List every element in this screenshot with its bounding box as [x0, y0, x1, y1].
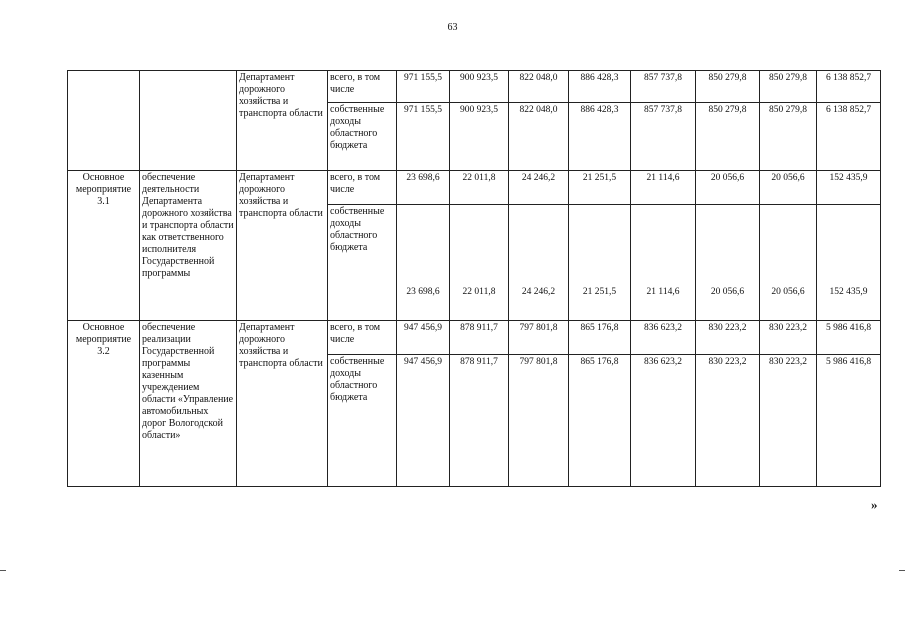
value-cell: 830 223,2 — [760, 355, 817, 487]
table-row — [68, 71, 881, 103]
executor-cell: Департамент дорожного хозяйства и транспорта области — [237, 71, 328, 171]
table-row — [68, 321, 881, 355]
value-cell: 20 056,6 — [760, 205, 817, 321]
value-cell: 20 056,6 — [760, 171, 817, 205]
value-cell: 850 279,8 — [696, 71, 760, 103]
value-cell: 947 456,9 — [397, 321, 450, 355]
value-cell: 900 923,5 — [450, 71, 509, 103]
value-cell: 850 279,8 — [760, 103, 817, 171]
budget-table — [67, 70, 881, 487]
value-cell: 857 737,8 — [631, 103, 696, 171]
measure-cell: Основное мероприятие 3.2 — [68, 321, 140, 487]
value-cell: 797 801,8 — [509, 321, 569, 355]
value-cell: 878 911,7 — [450, 321, 509, 355]
value-cell: 865 176,8 — [569, 321, 631, 355]
value-cell: 21 114,6 — [631, 205, 696, 321]
value-cell-total: 5 986 416,8 — [817, 355, 881, 487]
value-cell: 830 223,2 — [760, 321, 817, 355]
value-cell: 830 223,2 — [696, 321, 760, 355]
value-cell: 947 456,9 — [397, 355, 450, 487]
measure-cell: Основное мероприятие 3.1 — [68, 171, 140, 321]
value-cell-total: 152 435,9 — [817, 171, 881, 205]
value-cell: 20 056,6 — [696, 205, 760, 321]
value-cell: 24 246,2 — [509, 205, 569, 321]
executor-cell: Департамент дорожного хозяйства и транспорта области — [237, 321, 328, 487]
value-cell: 836 623,2 — [631, 355, 696, 487]
source-cell: всего, в том числе — [328, 171, 397, 205]
value-cell: 22 011,8 — [450, 171, 509, 205]
value-cell: 971 155,5 — [397, 103, 450, 171]
value-cell: 878 911,7 — [450, 355, 509, 487]
description-cell: обеспечение реализации Государственной программы казенным учреждением области «Управление автомобильных дорог Вологодской области» — [140, 321, 237, 487]
page-number: 63 — [447, 22, 458, 33]
description-cell — [140, 71, 237, 171]
value-cell-total: 6 138 852,7 — [817, 71, 881, 103]
table-row — [68, 171, 881, 205]
value-cell: 850 279,8 — [696, 103, 760, 171]
source-cell: собственные доходы областного бюджета — [328, 205, 397, 321]
value-cell: 836 623,2 — [631, 321, 696, 355]
value-cell: 24 246,2 — [509, 171, 569, 205]
scan-edge-mark-left — [0, 570, 6, 571]
source-cell: всего, в том числе — [328, 321, 397, 355]
value-cell: 21 114,6 — [631, 171, 696, 205]
value-cell-total: 5 986 416,8 — [817, 321, 881, 355]
source-cell: собственные доходы областного бюджета — [328, 355, 397, 487]
value-cell: 797 801,8 — [509, 355, 569, 487]
value-cell: 900 923,5 — [450, 103, 509, 171]
value-cell: 23 698,6 — [397, 171, 450, 205]
value-cell: 857 737,8 — [631, 71, 696, 103]
measure-cell — [68, 71, 140, 171]
value-cell: 850 279,8 — [760, 71, 817, 103]
value-cell: 23 698,6 — [397, 205, 450, 321]
executor-cell: Департамент дорожного хозяйства и транспорта области — [237, 171, 328, 321]
value-cell: 21 251,5 — [569, 205, 631, 321]
value-cell-total: 6 138 852,7 — [817, 103, 881, 171]
value-cell: 822 048,0 — [509, 71, 569, 103]
value-cell: 20 056,6 — [696, 171, 760, 205]
value-cell: 886 428,3 — [569, 103, 631, 171]
value-cell-total: 152 435,9 — [817, 205, 881, 321]
source-cell: собственные доходы областного бюджета — [328, 103, 397, 171]
value-cell: 865 176,8 — [569, 355, 631, 487]
value-cell: 830 223,2 — [696, 355, 760, 487]
value-cell: 886 428,3 — [569, 71, 631, 103]
value-cell: 971 155,5 — [397, 71, 450, 103]
value-cell: 822 048,0 — [509, 103, 569, 171]
scan-edge-mark-right — [899, 570, 905, 571]
value-cell: 21 251,5 — [569, 171, 631, 205]
closing-quote: » — [871, 497, 878, 512]
value-cell: 22 011,8 — [450, 205, 509, 321]
source-cell: всего, в том числе — [328, 71, 397, 103]
description-cell: обеспечение деятельности Департамента дорожного хозяйства и транспорта области как ответственного исполнителя Государственной программы — [140, 171, 237, 321]
